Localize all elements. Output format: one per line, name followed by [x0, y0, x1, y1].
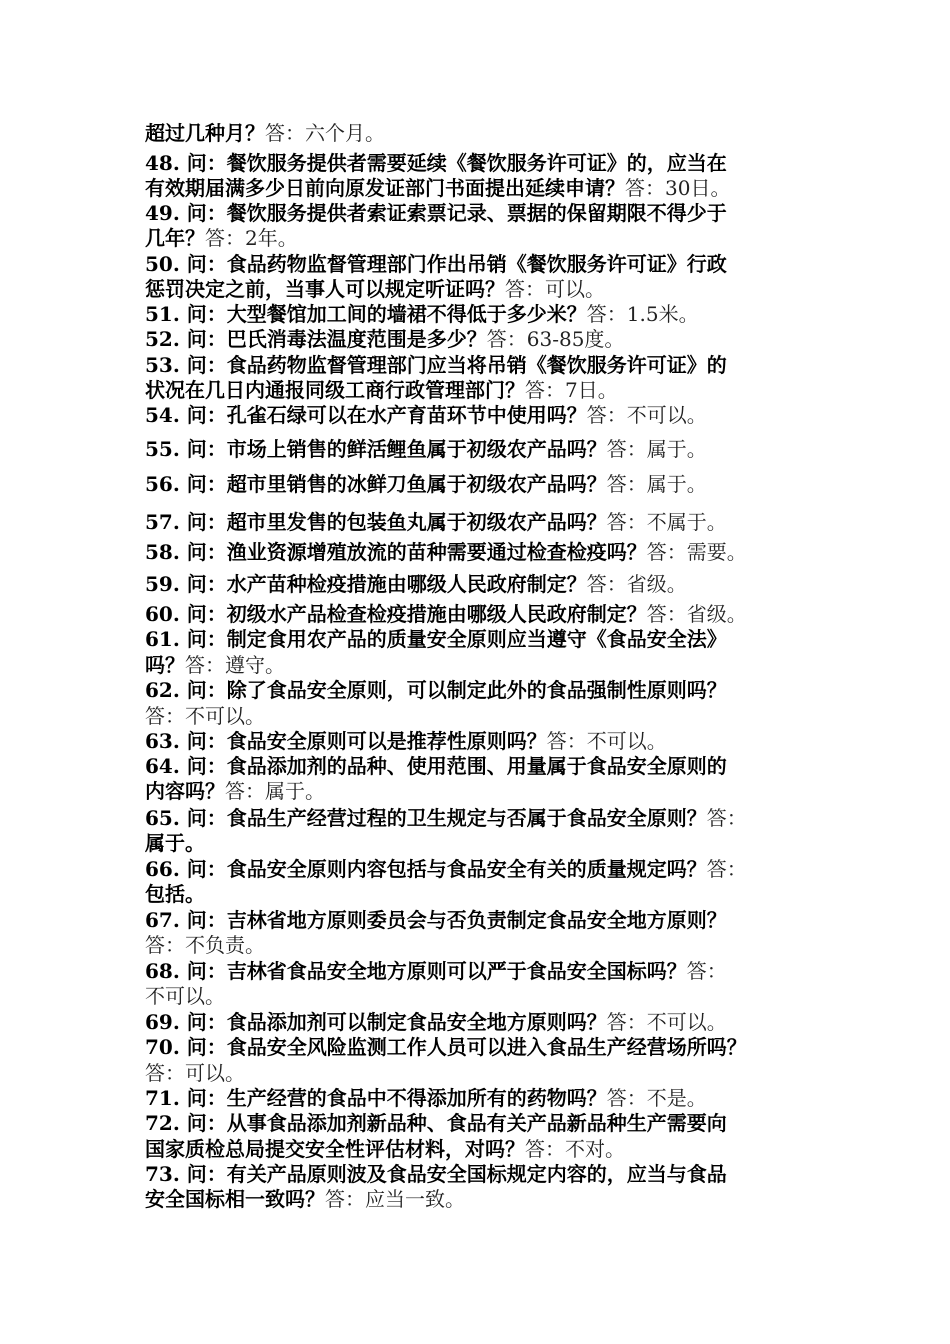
answer-text: 答：不可以。: [586, 403, 707, 427]
answer-text: 答：应当一致。: [325, 1187, 465, 1211]
text-line: [145, 1110, 727, 1136]
question-text: 58. 问：渔业资源增殖放流的苗种需要通过检查检疫吗？: [145, 540, 647, 564]
question-text: 59. 问：水产苗种检疫措施由哪级人民政府制定？: [145, 572, 587, 596]
answer-text: 答：需要。: [646, 540, 747, 564]
answer-text: 答：不可以。: [606, 1010, 727, 1034]
answer-text: 答：不是。: [606, 1086, 707, 1110]
text-line: [145, 436, 707, 462]
answer-text: 答：属于。: [606, 472, 707, 496]
answer-text: 答：六个月。: [265, 121, 385, 145]
text-line: [145, 1085, 707, 1111]
text-line: [145, 150, 727, 176]
question-text: 64. 问：食品添加剂的品种、使用范围、用量属于食品安全原则的: [145, 754, 727, 778]
answer-text: 答：可以。: [145, 1061, 245, 1085]
question-text: 56. 问：超市里销售的冰鲜刀鱼属于初级农产品吗？: [145, 472, 607, 496]
text-line: [145, 1186, 465, 1212]
answer-text: 答：不对。: [525, 1137, 625, 1161]
question-text: 48. 问：餐饮服务提供者需要延续《餐饮服务许可证》的，应当在: [145, 151, 727, 175]
question-text: 状况在几日内通报同级工商行政管理部门？: [145, 378, 525, 402]
text-line: [145, 1161, 727, 1187]
text-line: [145, 539, 747, 565]
question-text: 57. 问：超市里发售的包装鱼丸属于初级农产品吗？: [145, 510, 607, 534]
text-line: [145, 778, 325, 804]
question-text: 66. 问：食品安全原则内容包括与食品安全有关的质量规定吗？: [145, 857, 707, 881]
text-line: [145, 652, 285, 678]
text-line: [145, 200, 727, 226]
text-line: [145, 983, 225, 1009]
question-text: 吗？: [145, 653, 185, 677]
question-text: 50. 问：食品药物监督管理部门作出吊销《餐饮服务许可证》行政: [145, 252, 727, 276]
answer-text: 答：省级。: [646, 602, 747, 626]
text-line: [145, 932, 265, 958]
answer-text: 答：63-85度。: [486, 327, 625, 351]
question-text: 超过几种月？: [145, 121, 265, 145]
text-line: [145, 601, 747, 627]
text-line: [145, 856, 747, 882]
answer-text: 不可以。: [145, 984, 225, 1008]
question-text: 包括。: [145, 882, 205, 906]
text-line: [145, 377, 618, 403]
question-text: 内容吗？: [145, 779, 225, 803]
text-line: [145, 1136, 625, 1162]
question-text: 73. 问：有关产品原则波及食品安全国标规定内容的，应当与食品: [145, 1162, 727, 1186]
question-text: 52. 问：巴氏消毒法温度范围是多少？: [145, 327, 487, 351]
text-line: [145, 326, 624, 352]
text-line: [145, 120, 385, 146]
question-text: 有效期届满多少日前向原发证部门书面提出延续申请？: [145, 176, 625, 200]
answer-text: 答：不属于。: [606, 510, 727, 534]
question-text: 72. 问：从事食品添加剂新品种、食品有关产品新品种生产需要向: [145, 1111, 727, 1135]
text-line: [145, 175, 730, 201]
text-line: [145, 830, 205, 856]
question-text: 54. 问：孔雀石绿可以在水产育苗环节中使用吗？: [145, 403, 587, 427]
text-line: [145, 1034, 747, 1060]
text-line: [145, 626, 727, 652]
question-text: 几年？: [145, 226, 205, 250]
question-text: 53. 问：食品药物监督管理部门应当将吊销《餐饮服务许可证》的: [145, 353, 727, 377]
answer-text: 答：属于。: [225, 779, 325, 803]
text-line: [145, 301, 699, 327]
question-text: 60. 问：初级水产品检查检疫措施由哪级人民政府制定？: [145, 602, 647, 626]
question-text: 55. 问：市场上销售的鲜活鲤鱼属于初级农产品吗？: [145, 437, 607, 461]
answer-text: 答：7日。: [525, 378, 618, 402]
question-text: 惩罚决定之前，当事人可以规定听证吗？: [145, 277, 505, 301]
text-line: [145, 907, 727, 933]
question-text: 67. 问：吉林省地方原则委员会与否负责制定食品安全地方原则？: [145, 908, 727, 932]
answer-text: 答：属于。: [606, 437, 707, 461]
answer-text: 答：1.5米。: [586, 302, 699, 326]
text-line: [145, 958, 727, 984]
question-text: 69. 问：食品添加剂可以制定食品安全地方原则吗？: [145, 1010, 607, 1034]
question-text: 65. 问：食品生产经营过程的卫生规定与否属于食品安全原则？: [145, 806, 707, 830]
question-text: 71. 问：生产经营的食品中不得添加所有的药物吗？: [145, 1086, 607, 1110]
text-line: [145, 1060, 245, 1086]
text-line: [145, 509, 727, 535]
text-line: [145, 703, 265, 729]
text-line: [145, 402, 707, 428]
question-text: 属于。: [145, 831, 205, 855]
answer-text: 答：: [686, 959, 727, 983]
question-text: 70. 问：食品安全风险监测工作人员可以进入食品生产经营场所吗？: [145, 1035, 747, 1059]
answer-text: 答：不可以。: [546, 729, 667, 753]
text-line: [145, 225, 298, 251]
text-line: [145, 251, 727, 277]
text-line: [145, 753, 727, 779]
text-line: [145, 728, 667, 754]
question-text: 62. 问：除了食品安全原则，可以制定此外的食品强制性原则吗？: [145, 678, 727, 702]
answer-text: 答：: [706, 857, 747, 881]
question-text: 安全国标相一致吗？: [145, 1187, 325, 1211]
text-line: [145, 276, 605, 302]
question-text: 51. 问：大型餐馆加工间的墙裙不得低于多少米？: [145, 302, 587, 326]
text-line: [145, 352, 727, 378]
question-text: 国家质检总局提交安全性评估材料，对吗？: [145, 1137, 525, 1161]
question-text: 68. 问：吉林省食品安全地方原则可以严于食品安全国标吗？: [145, 959, 687, 983]
text-line: [145, 677, 727, 703]
answer-text: 答：可以。: [505, 277, 605, 301]
text-line: [145, 571, 687, 597]
text-line: [145, 1009, 727, 1035]
text-line: [145, 881, 205, 907]
answer-text: 答：不可以。: [145, 704, 265, 728]
question-text: 61. 问：制定食用农产品的质量安全原则应当遵守《食品安全法》: [145, 627, 727, 651]
question-text: 63. 问：食品安全原则可以是推荐性原则吗？: [145, 729, 547, 753]
answer-text: 答：: [706, 806, 747, 830]
text-line: [145, 471, 707, 497]
answer-text: 答：不负责。: [145, 933, 265, 957]
answer-text: 答：省级。: [586, 572, 687, 596]
answer-text: 答：遵守。: [185, 653, 285, 677]
text-line: [145, 805, 747, 831]
answer-text: 答：2年。: [205, 226, 298, 250]
answer-text: 答：30日。: [625, 176, 731, 200]
question-text: 49. 问：餐饮服务提供者索证索票记录、票据的保留期限不得少于: [145, 201, 727, 225]
